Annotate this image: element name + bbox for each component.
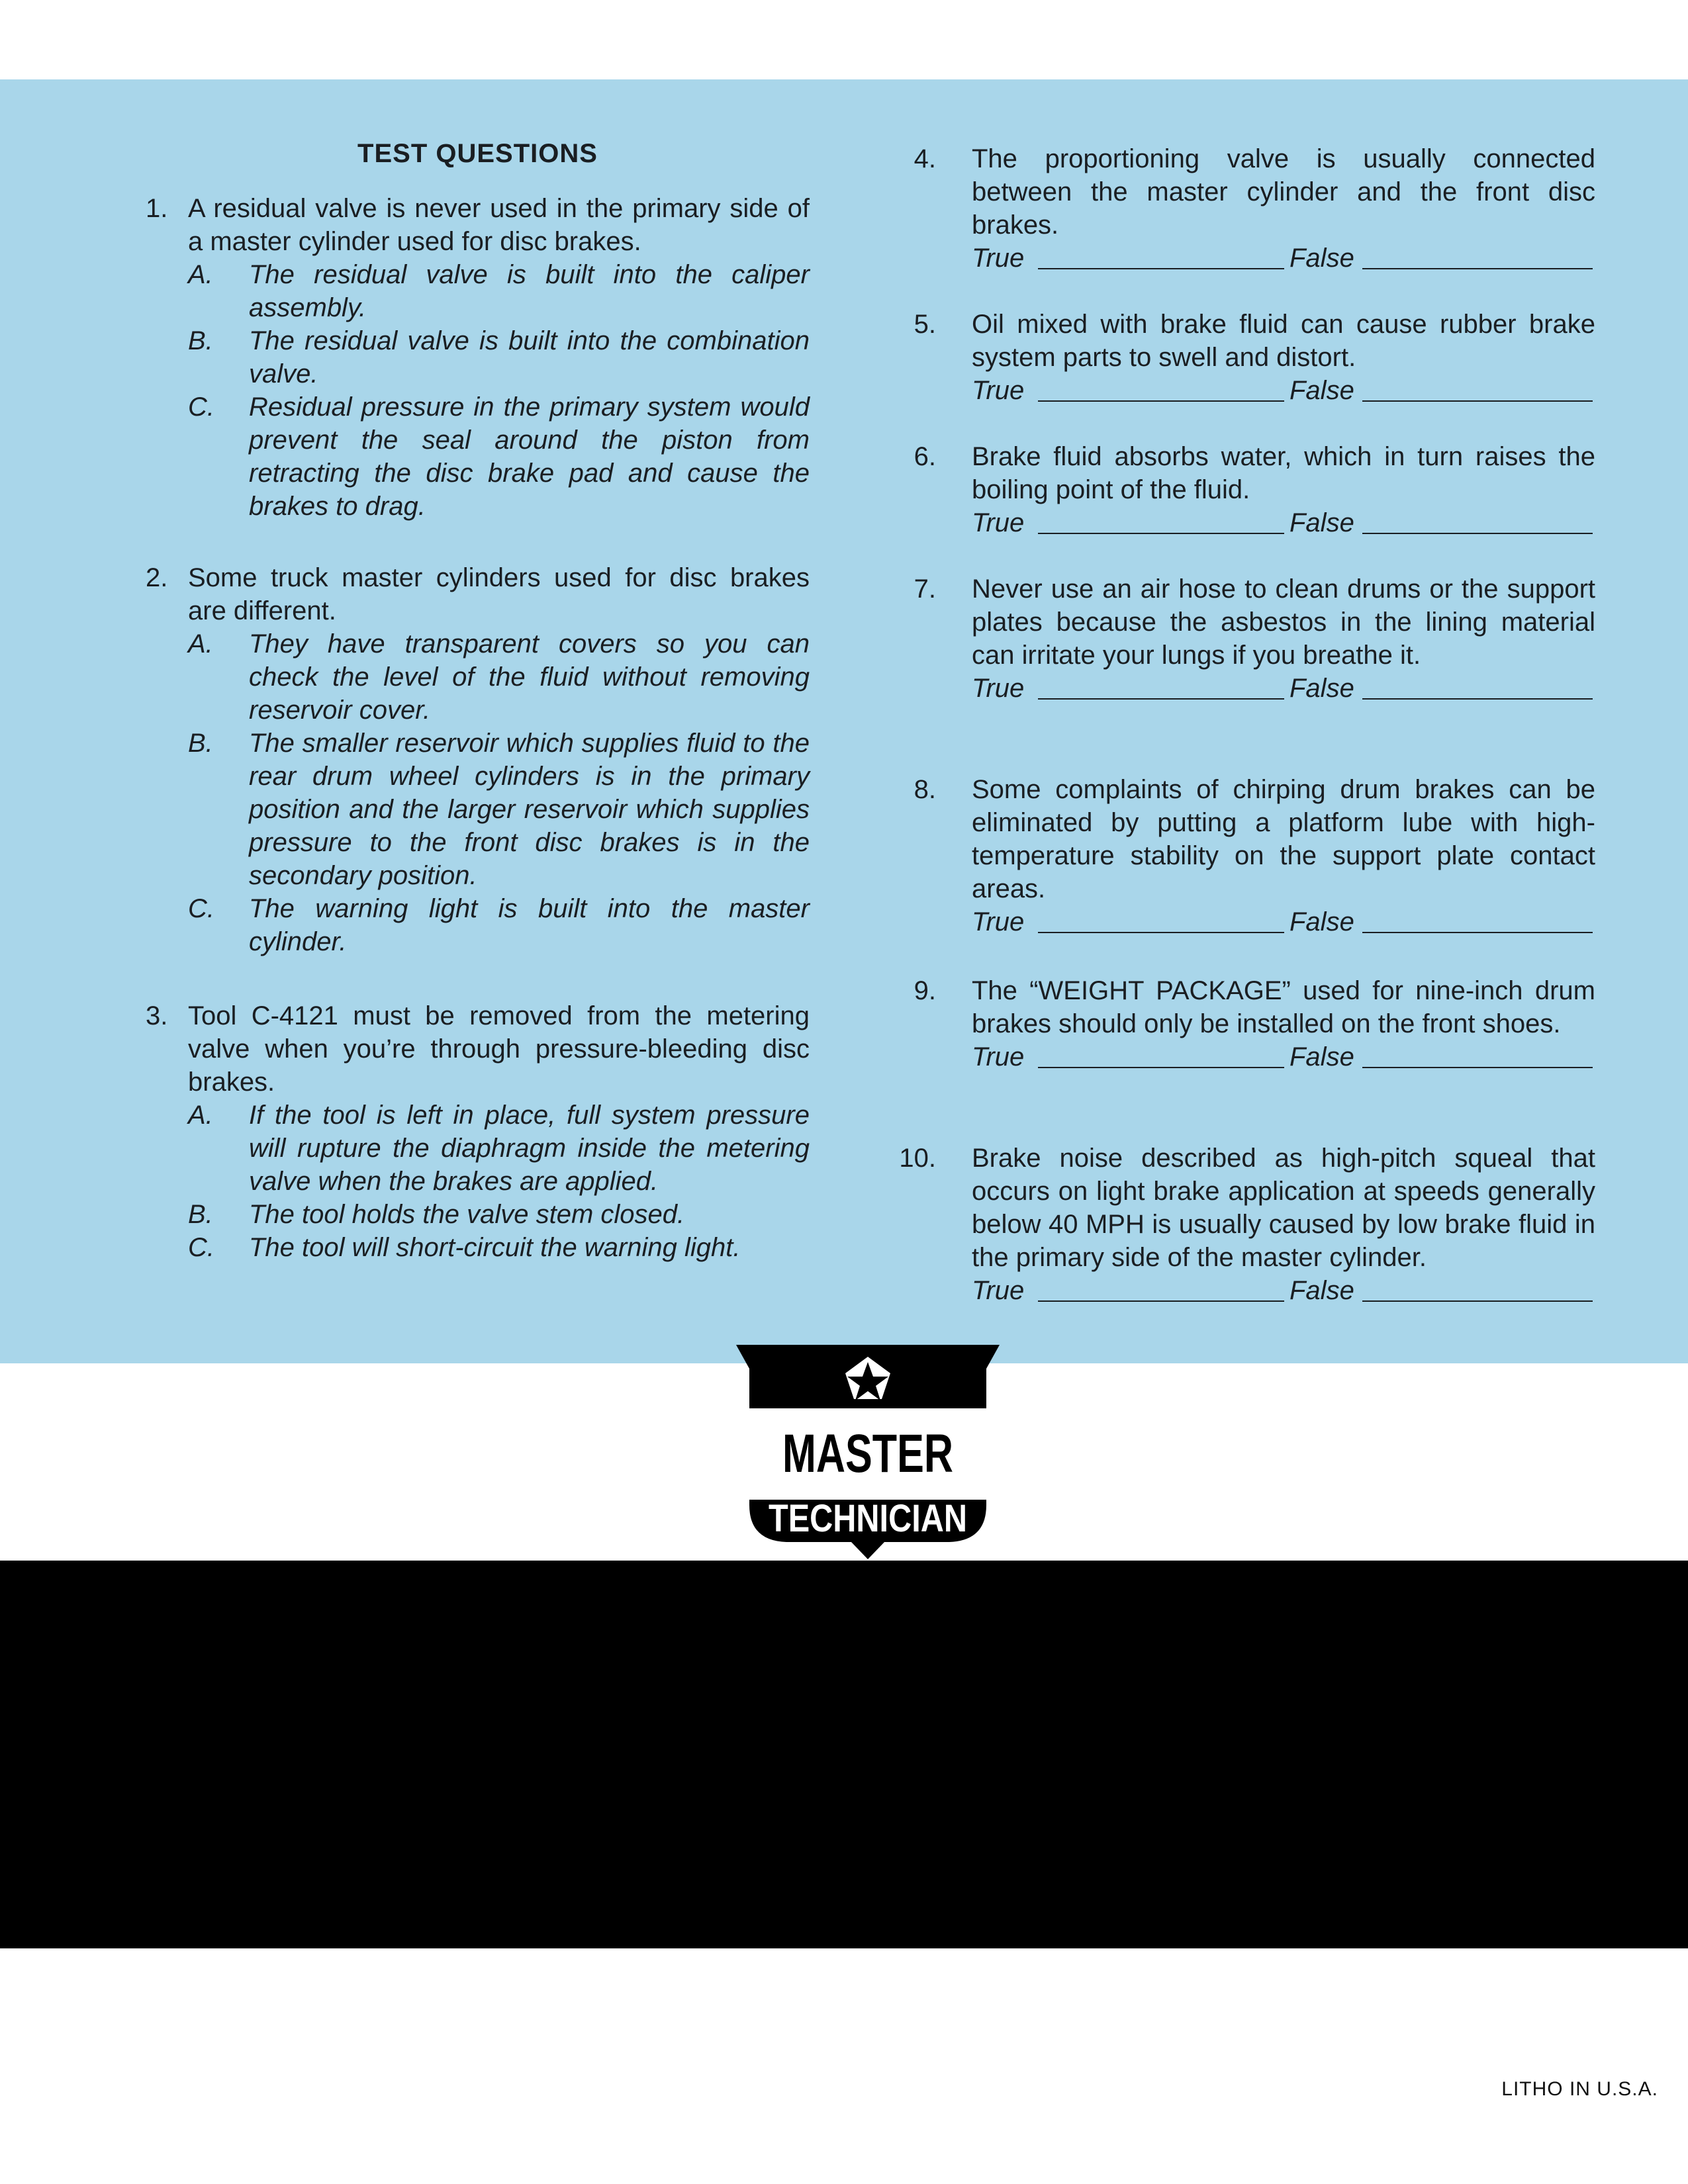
test-questions-panel [0, 79, 1688, 1363]
false-label: False [1289, 508, 1354, 537]
false-blank[interactable] [1362, 932, 1593, 933]
question-4 [907, 142, 1595, 275]
question-9 [907, 974, 1595, 1073]
question-10 [899, 1142, 1595, 1307]
option-b [188, 324, 810, 390]
true-false-answer [972, 374, 1595, 407]
option-text: The residual valve is built into the combination valve. [249, 326, 810, 388]
option-letter: C. [188, 894, 214, 923]
false-label: False [1289, 907, 1354, 936]
true-false-answer [972, 506, 1595, 539]
question-6 [907, 440, 1595, 539]
false-blank[interactable] [1362, 698, 1593, 700]
question-text: Some complaints of chirping drum brakes can be eliminated by putting a platform lube with high-temperature stability on the support plate contact areas. [972, 775, 1595, 903]
option-a [188, 627, 810, 727]
option-b [188, 727, 810, 892]
page-title: TEST QUESTIONS [357, 139, 598, 168]
true-label: True [972, 244, 1025, 273]
question-number: 4. [914, 144, 936, 173]
false-blank[interactable] [1362, 1067, 1593, 1068]
question-text: Brake noise described as high-pitch squeal that occurs on light brake application at speeds generally below 40 MPH is usually caused by low brake fluid in the primary side of the master cylinder. [972, 1144, 1595, 1272]
true-false-answer [972, 905, 1595, 938]
option-text: The tool holds the valve stem closed. [249, 1200, 685, 1229]
option-letter: B. [188, 326, 213, 355]
true-label: True [972, 1042, 1025, 1071]
false-blank[interactable] [1362, 1300, 1593, 1302]
logo-technician-text: TECHNICIAN [769, 1497, 967, 1540]
question-1 [146, 192, 810, 523]
question-text: Never use an air hose to clean drums or the support plates because the asbestos in the lining material can irritate your lungs if you breathe it. [972, 574, 1595, 670]
question-text: Oil mixed with brake fluid can cause rubber brake system parts to swell and distort. [972, 310, 1595, 372]
question-number: 8. [914, 775, 936, 804]
false-blank[interactable] [1362, 268, 1593, 269]
question-3 [146, 999, 810, 1264]
option-letter: A. [188, 260, 213, 289]
master-technician-logo [733, 1342, 1002, 1561]
option-text: The tool will short-circuit the warning light. [249, 1233, 741, 1262]
true-blank[interactable] [1038, 268, 1284, 269]
true-label: True [972, 1276, 1025, 1305]
question-text: A residual valve is never used in the primary side of a master cylinder used for disc brakes. [188, 194, 810, 256]
option-text: The residual valve is built into the caliper assembly. [249, 260, 810, 322]
option-c [188, 1231, 810, 1264]
option-letter: A. [188, 1101, 213, 1130]
option-text: The warning light is built into the master cylinder. [249, 894, 810, 956]
false-blank[interactable] [1362, 400, 1593, 402]
option-a [188, 258, 810, 324]
question-number: 7. [914, 574, 936, 604]
false-label: False [1289, 244, 1354, 273]
question-text: Some truck master cylinders used for disc brakes are different. [188, 563, 810, 625]
true-blank[interactable] [1038, 400, 1284, 402]
question-7 [907, 572, 1595, 705]
true-label: True [972, 907, 1025, 936]
printer-credit: LITHO IN U.S.A. [1501, 2078, 1658, 2100]
option-c [188, 390, 810, 523]
question-text: Brake fluid absorbs water, which in turn raises the boiling point of the fluid. [972, 442, 1595, 504]
question-number: 2. [146, 563, 168, 592]
true-false-answer [972, 242, 1595, 275]
question-number: 3. [146, 1001, 168, 1030]
option-text: The smaller reservoir which supplies fluid to the rear drum wheel cylinders is in the primary position and the larger reservoir which supplies pressure to the front disc brakes is in the secondary position. [249, 729, 810, 890]
true-blank[interactable] [1038, 1067, 1284, 1068]
question-5 [907, 308, 1595, 407]
true-label: True [972, 674, 1025, 703]
question-number: 6. [914, 442, 936, 471]
true-false-answer [972, 672, 1595, 705]
option-letter: B. [188, 1200, 213, 1229]
question-text: The “WEIGHT PACKAGE” used for nine-inch drum brakes should only be installed on the front shoes. [972, 976, 1595, 1038]
question-number: 1. [146, 194, 168, 223]
question-text: Tool C-4121 must be removed from the metering valve when you’re through pressure-bleeding disc brakes. [188, 1001, 810, 1097]
question-number: 9. [914, 976, 936, 1005]
false-label: False [1289, 1042, 1354, 1071]
false-label: False [1289, 376, 1354, 405]
option-text: They have transparent covers so you can check the level of the fluid without removing reservoir cover. [249, 629, 810, 725]
true-label: True [972, 508, 1025, 537]
false-blank[interactable] [1362, 533, 1593, 534]
option-c [188, 892, 810, 958]
option-letter: C. [188, 1233, 214, 1262]
true-blank[interactable] [1038, 1300, 1284, 1302]
true-blank[interactable] [1038, 698, 1284, 700]
option-letter: A. [188, 629, 213, 659]
true-blank[interactable] [1038, 932, 1284, 933]
true-false-answer [972, 1274, 1595, 1307]
logo-master-text: MASTER [782, 1424, 953, 1484]
question-text: The proportioning valve is usually connected between the master cylinder and the front disc brakes. [972, 144, 1595, 240]
true-blank[interactable] [1038, 533, 1284, 534]
option-letter: C. [188, 392, 214, 422]
true-label: True [972, 376, 1025, 405]
question-number: 10. [899, 1144, 936, 1173]
false-label: False [1289, 674, 1354, 703]
false-label: False [1289, 1276, 1354, 1305]
question-number: 5. [914, 310, 936, 339]
option-a [188, 1099, 810, 1198]
true-false-answer [972, 1040, 1595, 1073]
option-b [188, 1198, 810, 1231]
option-text: Residual pressure in the primary system would prevent the seal around the piston from retracting the disc brake pad and cause the brakes to drag. [249, 392, 810, 521]
black-band [0, 1561, 1688, 1948]
question-8 [907, 773, 1595, 938]
option-text: If the tool is left in place, full system pressure will rupture the diaphragm inside the metering valve when the brakes are applied. [249, 1101, 810, 1196]
option-letter: B. [188, 729, 213, 758]
question-2 [146, 561, 810, 958]
